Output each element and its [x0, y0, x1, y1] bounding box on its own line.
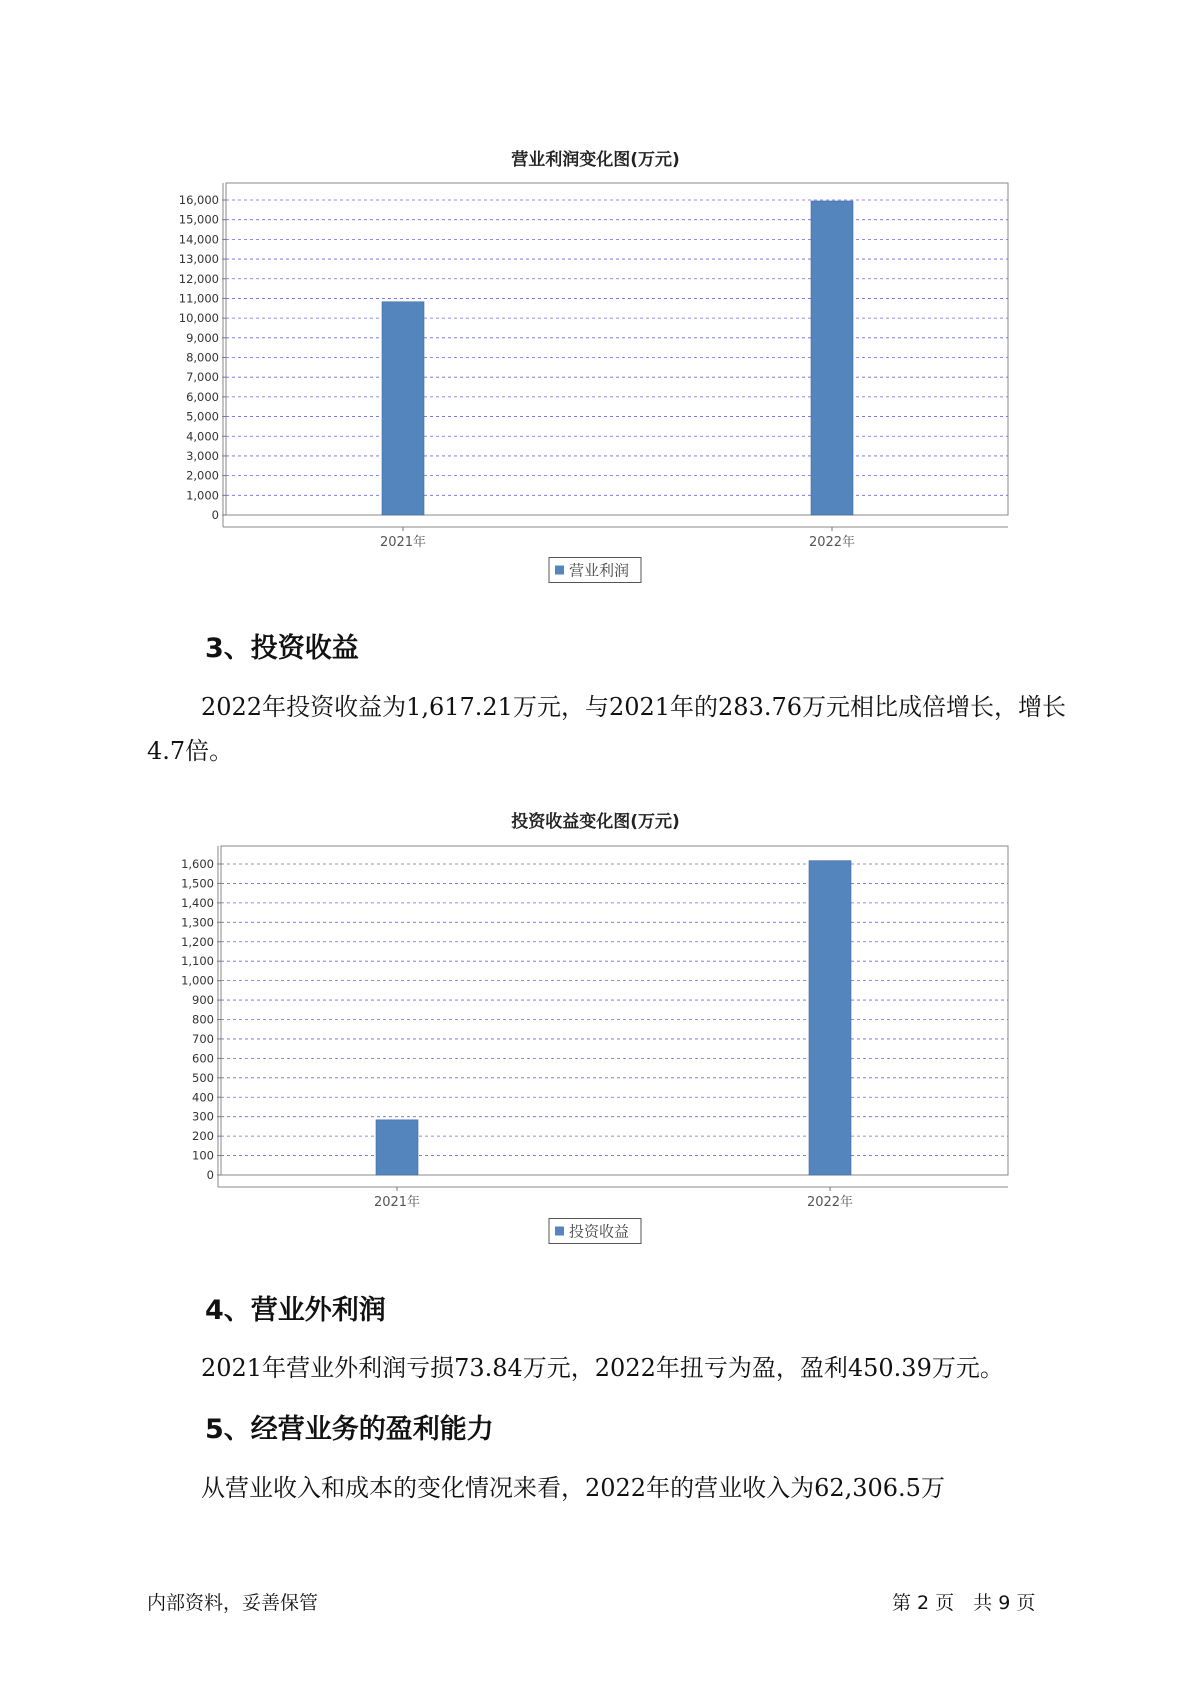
paragraph-text: 2021年营业外利润亏损73.84万元，2022年扭亏为盈，盈利450.39万元。 — [201, 1354, 1004, 1382]
footer-page-number: 第 2 页 共 9 页 — [892, 1592, 1036, 1614]
paragraph-text: 2022年投资收益为1,617.21万元，与2021年的283.76万元相比成倍增长，增长4.7倍。 — [147, 693, 1067, 765]
y-tick-label: 6,000 — [186, 389, 219, 404]
y-tick-label: 500 — [192, 1070, 214, 1085]
paragraph-text: 从营业收入和成本的变化情况来看，2022年的营业收入为62,306.5万 — [201, 1474, 945, 1502]
plot-area — [221, 846, 1008, 1175]
y-tick-label: 0 — [211, 508, 219, 522]
y-tick-label: 1,400 — [181, 895, 214, 910]
y-tick-label: 300 — [192, 1109, 214, 1124]
y-tick-label: 10,000 — [178, 311, 219, 326]
y-tick-label: 800 — [192, 1012, 214, 1027]
y-tick-label: 5,000 — [186, 409, 219, 424]
y-tick-label: 200 — [192, 1129, 214, 1144]
section-heading-profitability: 5、经营业务的盈利能力 — [205, 1414, 494, 1445]
y-tick-label: 7,000 — [186, 370, 219, 385]
x-tick-label: 2022年 — [808, 535, 856, 550]
bar-2022年 — [809, 861, 851, 1175]
legend-label: 投资收益 — [569, 1222, 630, 1241]
legend-label: 营业利润 — [569, 561, 630, 580]
paragraph-profitability — [147, 1466, 1077, 1510]
y-tick-label: 100 — [192, 1148, 214, 1163]
chart-title-operating-profit: 营业利润变化图(万元) — [511, 150, 680, 170]
bar-2021年 — [376, 1120, 418, 1175]
y-tick-label: 1,000 — [181, 973, 214, 988]
y-tick-label: 1,000 — [186, 488, 219, 503]
y-tick-label: 1,500 — [181, 876, 214, 891]
legend — [549, 1219, 641, 1244]
y-tick-label: 0 — [206, 1168, 214, 1182]
footer-confidential-note: 内部资料，妥善保管 — [147, 1592, 319, 1614]
y-tick-label: 16,000 — [178, 193, 219, 207]
y-tick-label: 1,600 — [181, 857, 214, 871]
paragraph-non-operating-profit — [147, 1346, 1077, 1390]
y-tick-label: 4,000 — [186, 429, 219, 444]
x-tick-label: 2021年 — [373, 1195, 421, 1210]
y-tick-label: 11,000 — [178, 291, 219, 306]
x-tick-label: 2022年 — [806, 1195, 854, 1210]
legend-swatch — [555, 1227, 564, 1236]
y-tick-label: 700 — [192, 1031, 214, 1046]
y-tick-label: 3,000 — [186, 448, 219, 463]
y-tick-label: 1,200 — [181, 934, 214, 949]
y-tick-label: 14,000 — [178, 232, 219, 247]
y-tick-label: 900 — [192, 993, 214, 1008]
y-tick-label: 13,000 — [178, 252, 219, 267]
y-tick-label: 2,000 — [186, 468, 219, 483]
y-tick-label: 8,000 — [186, 350, 219, 365]
y-tick-label: 1,100 — [181, 954, 214, 969]
y-tick-label: 600 — [192, 1051, 214, 1066]
x-tick-label: 2021年 — [379, 535, 427, 550]
y-tick-label: 15,000 — [178, 212, 219, 227]
y-tick-label: 1,300 — [181, 915, 214, 930]
y-tick-label: 9,000 — [186, 330, 219, 345]
y-tick-label: 12,000 — [178, 271, 219, 286]
section-heading-investment-income: 3、投资收益 — [205, 633, 359, 664]
y-tick-label: 400 — [192, 1090, 214, 1105]
section-heading-non-operating-profit: 4、营业外利润 — [205, 1295, 386, 1326]
chart-title-investment-income: 投资收益变化图(万元) — [511, 812, 680, 832]
